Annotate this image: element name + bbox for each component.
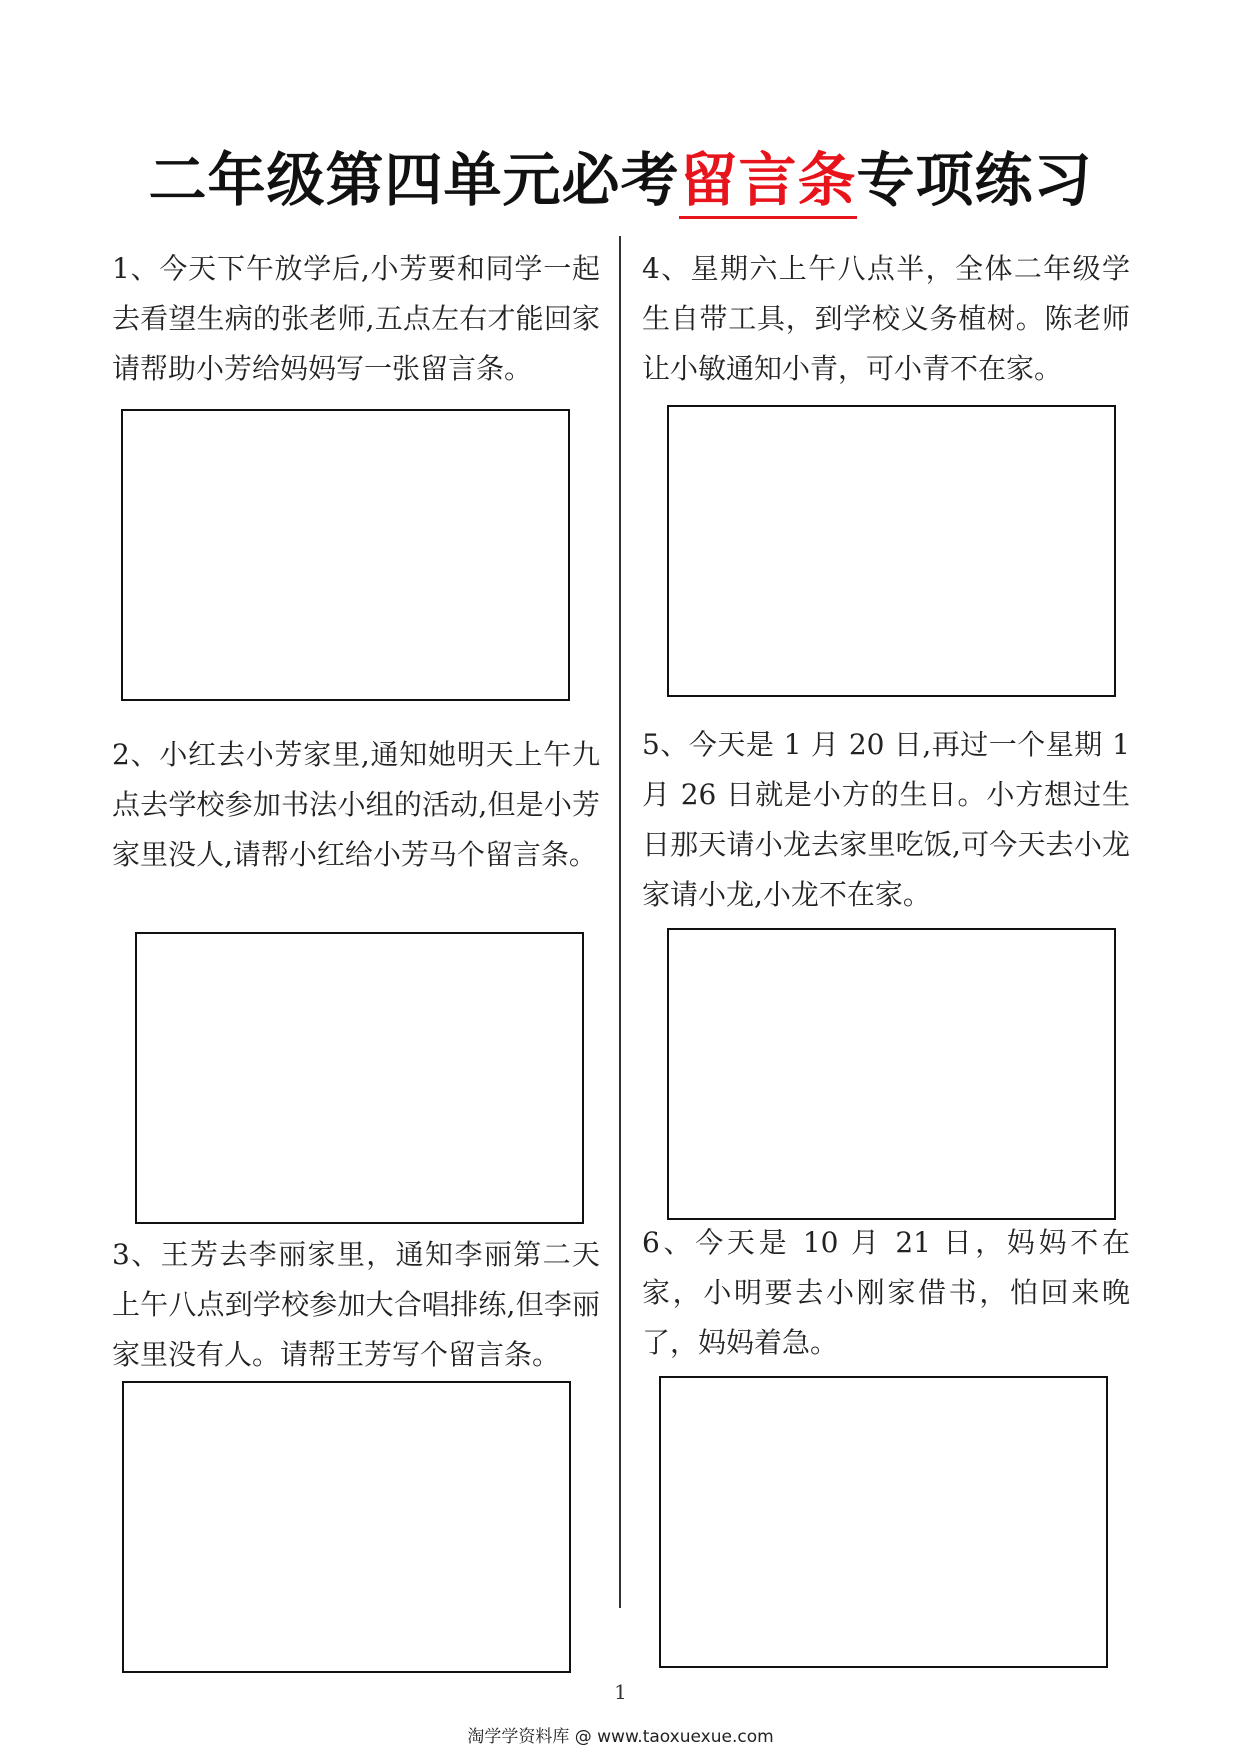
question-2-text: 2、小红去小芳家里,通知她明天上午九点去学校参加书法小组的活动,但是小芳家里没人,请帮小红给小芳马个留言条。 [112, 738, 600, 871]
question-1-text: 1、今天下午放学后,小芳要和同学一起去看望生病的张老师,五点左右才能回家请帮助小芳给妈妈写一张留言条。 [112, 252, 600, 385]
question-4-text: 4、星期六上午八点半，全体二年级学生自带工具，到学校义务植树。陈老师让小敏通知小青，可小青不在家。 [642, 252, 1130, 385]
footer-watermark: 淘学学资料库 @ www.taoxuexue.com [467, 1727, 774, 1747]
column-divider [619, 236, 621, 1608]
title-suffix: 专项练习 [856, 146, 1093, 214]
question-3-text: 3、王芳去李丽家里，通知李丽第二天上午八点到学校参加大合唱排练,但李丽家里没有人。请帮王芳写个留言条。 [112, 1238, 600, 1371]
answer-box-4[interactable] [667, 405, 1116, 697]
page-title [0, 140, 1241, 220]
title-highlight: 留言条 [679, 146, 856, 219]
question-5-text: 5、今天是 1 月 20 日,再过一个星期 1 月 26 日就是小方的生日。小方想过生日那天请小龙去家里吃饭,可今天去小龙家请小龙,小龙不在家。 [642, 728, 1130, 911]
answer-box-3[interactable] [122, 1381, 571, 1673]
question-6-text: 6、今天是 10 月 21 日，妈妈不在家，小明要去小刚家借书，怕回来晚了，妈妈着急。 [642, 1226, 1130, 1359]
answer-box-6[interactable] [659, 1376, 1108, 1668]
title-prefix: 二年级第四单元必考 [148, 146, 680, 214]
page-number: 1 [614, 1680, 627, 1704]
answer-box-2[interactable] [135, 932, 584, 1224]
answer-box-1[interactable] [121, 409, 570, 701]
answer-box-5[interactable] [667, 928, 1116, 1220]
